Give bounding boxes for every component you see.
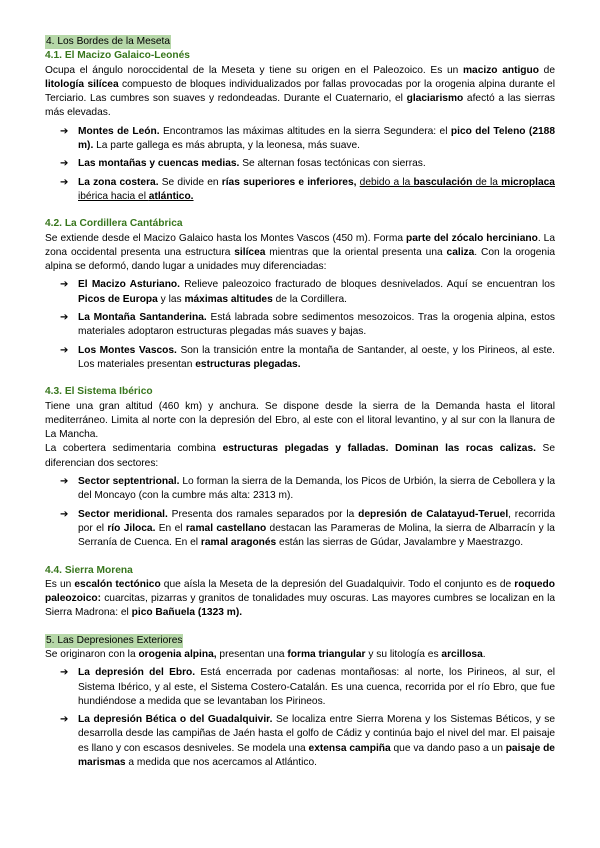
arrow-right-icon: ➔ (60, 714, 69, 726)
list-item: ➔ El Macizo Asturiano. Relieve paleozoico fracturado de bloques desnivelados. Aquí se encuentran los Picos de Europa y las máximas altitudes de la Cordillera. (60, 279, 556, 305)
list-item: ➔ Los Montes Vascos. Son la transición entre la montaña de Santander, al oeste, y los Pirineos, al este. Los materiales presentan estructuras plegadas. (60, 344, 555, 370)
heading-macizo-galaico: 4.1. El Macizo Galaico-Leonés (45, 50, 190, 62)
list-item: ➔ La depresión del Ebro. Está encerrada por cadenas montañosas: al norte, los Pirineos, al sur, el Sistema Ibérico, y al este, el Sistema Costero-Catalán. Es una cuenca, recorrida por el río Ebro, que fue hundiéndose a medida que se levantaban los Pirineos. (60, 667, 555, 707)
paragraph-sistema-iberico-1: Tiene una gran altitud (460 km) y anchura. Se dispone desde la sierra de la Demanda hasta el litoral mediterráneo. Limita al norte con la depresión del Ebro, al este con el litoral levantino, y al sur con la llanura de La Mancha. (45, 400, 555, 441)
list-item: ➔ La zona costera. Se divide en rías superiores e inferiores, debido a la basculación de la microplaca ibérica hacia el atlántico. (60, 176, 555, 202)
list-item: ➔ Sector septentrional. Lo forman la sierra de la Demanda, los Picos de Urbión, la sierra de Cebollera y la del Moncayo (con la cumbre más alta: 2313 m). (60, 476, 555, 502)
list-item: ➔ Sector meridional. Presenta dos ramales separados por la depresión de Calatayud-Teruel, recorrida por el río Jiloca. En el ramal castellano destacan las Parameras de Molina, la sierra de Albarracín y la Serranía de Cuenca. En el ramal aragonés están las sierras de Gúdar, Javalambre y Maestrazgo. (60, 508, 555, 549)
arrow-right-icon: ➔ (60, 508, 69, 520)
arrow-right-icon: ➔ (60, 125, 69, 137)
section-4-title: 4. Los Bordes de la Meseta (45, 35, 171, 49)
arrow-right-icon: ➔ (60, 158, 69, 170)
list-item: ➔ Las montañas y cuencas medias. Se alternan fosas tectónicas con sierras. (45, 157, 555, 171)
list-cordillera-cantabrica (45, 278, 555, 372)
heading-sistema-iberico: 4.3. El Sistema Ibérico (45, 386, 153, 398)
list-depresiones (45, 666, 555, 770)
section-5-title: 5. Las Depresiones Exteriores (45, 634, 183, 648)
list-item: ➔ Montes de León. Encontramos las máximas altitudes en la sierra Segundera: el pico del Teleno (2188 m). La parte gallega es más abrupta, y la leonesa, más suave. (60, 125, 555, 152)
paragraph-cordillera-cantabrica: Se extiende desde el Macizo Galaico hasta los Montes Vascos (450 m). Forma parte del zócalo herciniano. La zona occidental presenta una estructura silícea mientras que la oriental presenta una caliza. Con la orogenia alpina se deformó, dando lugar a unidades muy diferenciadas: (45, 232, 555, 273)
arrow-right-icon: ➔ (60, 279, 69, 291)
list-sistema-iberico (45, 475, 555, 550)
paragraph-sistema-iberico-2: La cobertera sedimentaria combina estructuras plegadas y falladas. Dominan las rocas calizas. Se diferencian dos sectores: (45, 443, 556, 469)
paragraph-macizo-galaico: Ocupa el ángulo noroccidental de la Meseta y tiene su origen en el Paleozoico. Es un macizo antiguo de litología silícea compuesto de bloques individualizados por fallas provocadas por la orogenia alpina durante el Terciario. Las cumbres son suaves y redondeadas. Durante el Cuaternario, el glaciarismo afectó a las sierras más elevadas. (45, 64, 555, 119)
document-page (45, 35, 555, 770)
list-item: ➔ La depresión Bética o del Guadalquivir. Se localiza entre Sierra Morena y los Sistemas Béticos, y se desarrolla desde las campiñas de Jaén hasta el golfo de Cádiz y continúa bajo el nivel del mar. El paisaje es llano y con escasos desniveles. Se modela una extensa campiña que va dando paso a un paisaje de marismas a medida que nos acercamos al Atlántico. (60, 714, 555, 769)
paragraph-sierra-morena: Es un escalón tectónico que aísla la Meseta de la depresión del Guadalquivir. Todo el conjunto es de roquedo paleozoico: cuarcitas, pizarras y granitos de tonalidades muy oscuras. Las mayores cumbres se localizan en la Sierra Madrona: el pico Bañuela (1323 m). (45, 578, 555, 619)
heading-sierra-morena: 4.4. Sierra Morena (45, 564, 133, 576)
list-macizo-galaico (45, 125, 555, 204)
heading-cordillera-cantabrica: 4.2. La Cordillera Cantábrica (45, 218, 183, 230)
arrow-right-icon: ➔ (60, 667, 69, 679)
arrow-right-icon: ➔ (60, 312, 69, 324)
arrow-right-icon: ➔ (60, 176, 69, 188)
arrow-right-icon: ➔ (60, 344, 69, 356)
paragraph-depresiones: Se originaron con la orogenia alpina, presentan una forma triangular y su litología es arcillosa. (45, 648, 486, 660)
list-item: ➔ La Montaña Santanderina. Está labrada sobre sedimentos mesozoicos. Tras la orogenia alpina, estos materiales adoptaron estructuras plegadas más suaves y bajas. (60, 312, 556, 338)
arrow-right-icon: ➔ (60, 476, 69, 488)
